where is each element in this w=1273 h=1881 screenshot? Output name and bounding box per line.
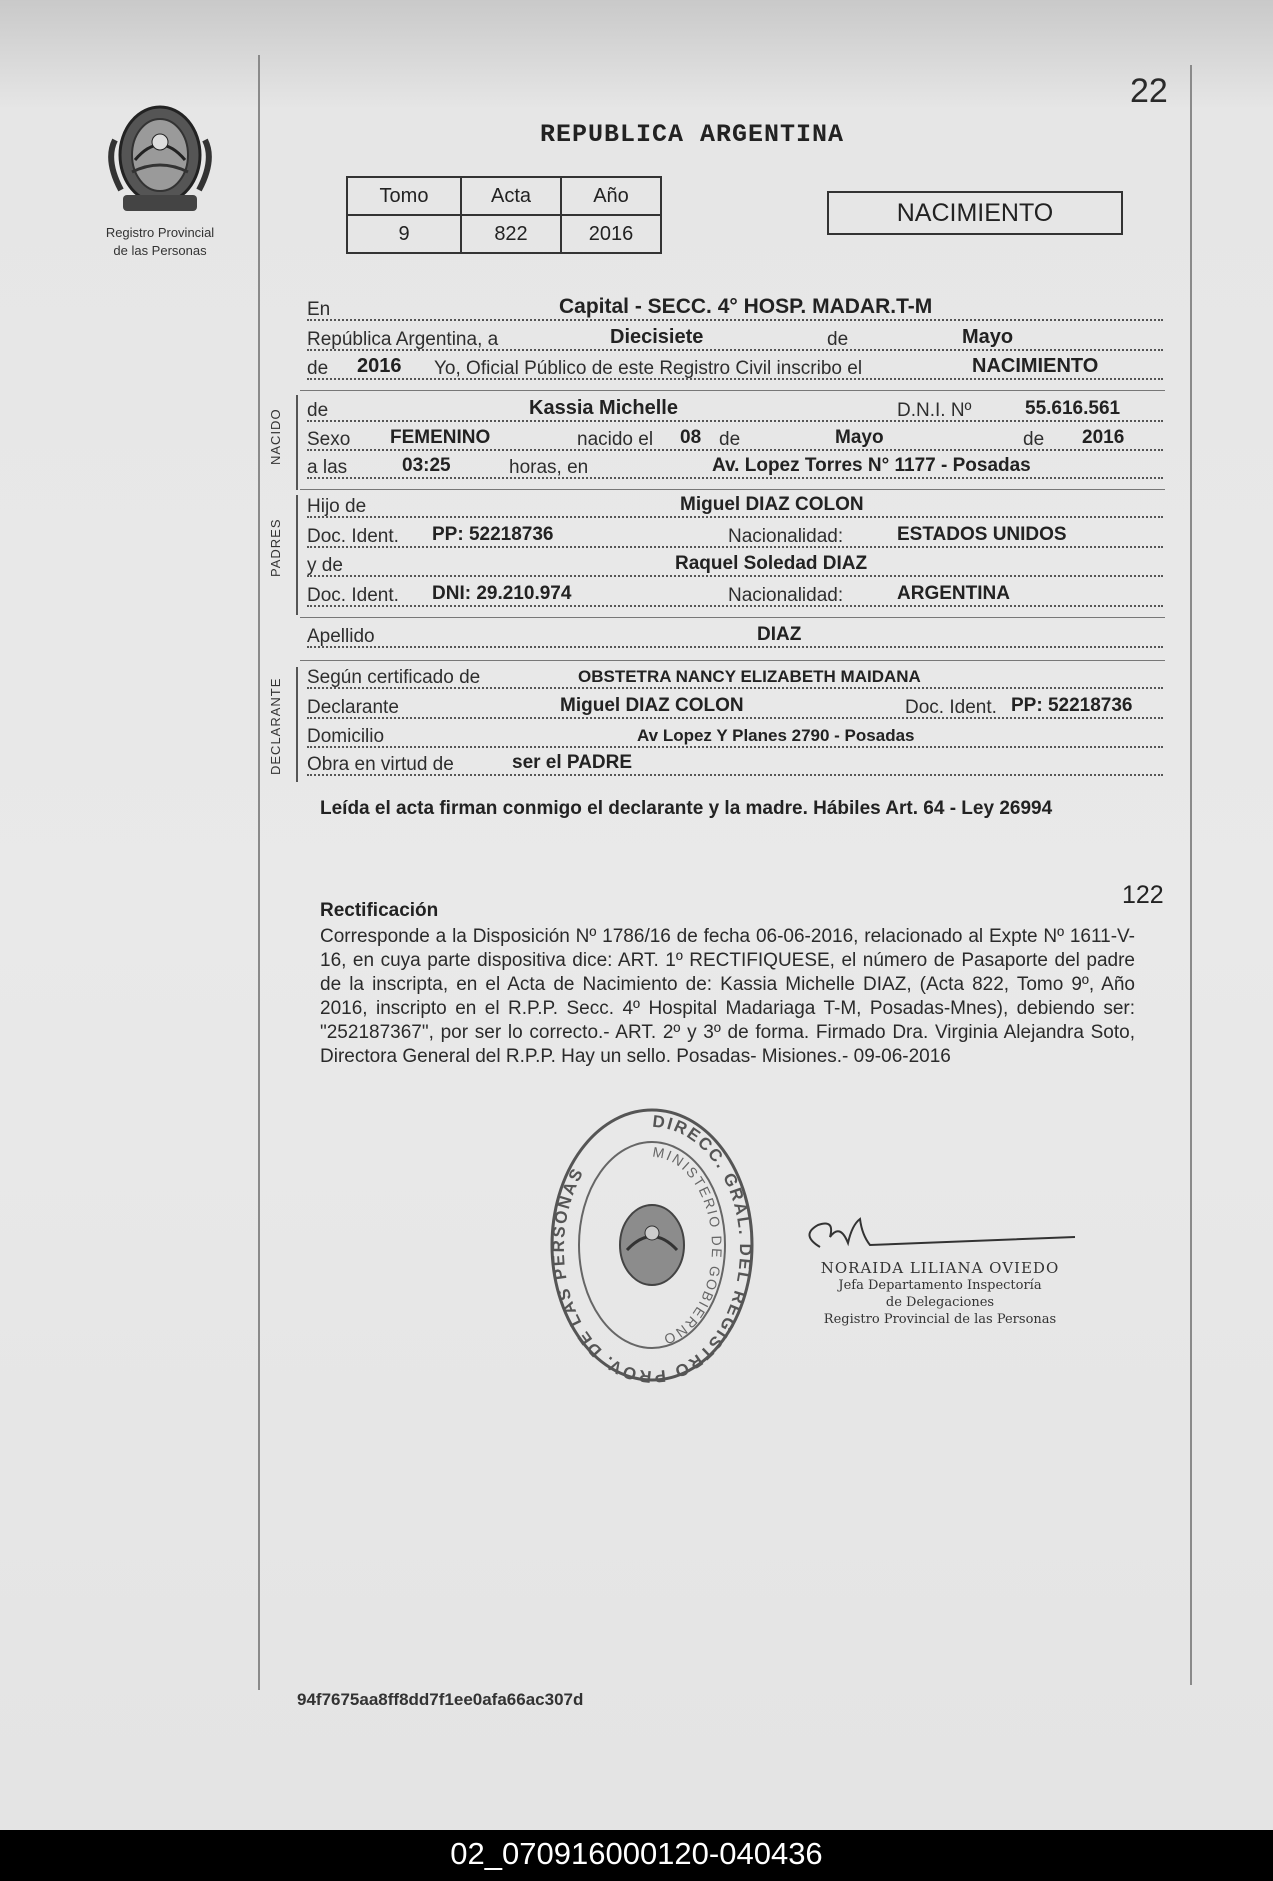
value-certificate: OBSTETRA NANCY ELIZABETH MAIDANA (578, 667, 921, 686)
value-child-name: Kassia Michelle (529, 397, 678, 419)
value-mother-name: Raquel Soledad DIAZ (675, 553, 868, 574)
value-father-name: Miguel DIAZ COLON (680, 494, 864, 515)
row-father (307, 494, 1163, 522)
logo-caption-line2: de las Personas (113, 243, 207, 258)
register-header-acta: Acta (461, 177, 561, 215)
label-sexo: Sexo (307, 429, 351, 450)
register-value-ano: 2016 (561, 215, 661, 253)
signatory-name: NORAIDA LILIANA OVIEDO (820, 1259, 1060, 1277)
label-certificado: Según certificado de (307, 667, 481, 688)
row-mother-doc (307, 583, 1163, 611)
value-father-doc: PP: 52218736 (432, 524, 554, 545)
label-dni: D.N.I. Nº (897, 400, 972, 421)
row-father-doc (307, 524, 1163, 552)
handwritten-signature (790, 1215, 1090, 1255)
svg-text:MINISTERIO DE GOBIERNO: MINISTERIO DE GOBIERNO (651, 1143, 726, 1349)
label-y-de: y de (307, 555, 343, 576)
row-address (307, 724, 1163, 752)
value-time: 03:25 (402, 455, 451, 476)
value-place: Capital - SECC. 4° HOSP. MADAR.T-M (559, 295, 933, 318)
row-certificate (307, 665, 1163, 693)
label-nacionalidad-father: Nacionalidad: (728, 526, 844, 547)
label-domicilio: Domicilio (307, 726, 385, 747)
register-header-tomo: Tomo (347, 177, 461, 215)
left-margin-line (258, 55, 260, 1690)
label-doc-father: Doc. Ident. (307, 526, 399, 547)
row-declarant (307, 695, 1163, 723)
value-act-type: NACIMIENTO (972, 355, 1099, 377)
label-apellido: Apellido (307, 626, 375, 647)
record-type-box: NACIMIENTO (827, 191, 1123, 235)
svg-text:DIRECC. GRAL. DEL REGISTRO PRO: DIRECC. GRAL. DEL REGISTRO PROV. DE LAS PERSONAS (548, 1111, 756, 1385)
label-de2: de (307, 358, 329, 379)
section-divider (300, 390, 1165, 391)
row-name (307, 398, 1163, 426)
rectification-body: Corresponde a la Disposición Nº 1786/16 de fecha 06-06-2016, relacionado al Expte Nº 1611-V-16, en cuya parte dispositiva dice: ART. 1º RECTIFIQUESE, el número de Pasaporte del padre de la inscripta, en el Acta de Nacimiento de: Kassia Michelle DIAZ, (Acta 822, Tomo 9º, Año 2016, inscripto en el R.P.P. Secc. 4º Hospital Madariaga T-M, Posadas-Mnes), debiendo ser: "252187367", por ser lo correcto.- ART. 2º y 3º de forma. Firmado Dra. Virginia Alejandra Soto, Directora General del R.P.P. Hay un sello. Posadas- Misiones.- 09-06-2016 (320, 926, 1135, 1067)
rectification-number: 122 (1122, 881, 1164, 909)
signatory-role: Jefa Departamento Inspectoría (838, 1278, 1042, 1293)
label-de-year: de (1023, 429, 1045, 450)
value-birth-year: 2016 (1082, 427, 1125, 448)
label-obra: Obra en virtud de (307, 754, 454, 775)
footer-id: 02_070916000120-040436 (450, 1836, 823, 1871)
register-value-acta: 822 (461, 215, 561, 253)
signature-block (790, 1215, 1090, 1328)
logo-caption-line1: Registro Provincial (105, 225, 215, 240)
officer-text: Yo, Oficial Público de este Registro Civil inscribo el (434, 358, 863, 379)
row-date (307, 327, 1163, 355)
row-mother (307, 553, 1163, 581)
row-year (307, 356, 1163, 384)
register-value-tomo: 9 (347, 215, 461, 253)
label-horas: horas, en (509, 457, 589, 478)
row-capacity (307, 752, 1163, 780)
value-birth-day: 08 (680, 427, 702, 448)
label-nacionalidad-mother: Nacionalidad: (728, 585, 844, 606)
country-title: REPUBLICA ARGENTINA (540, 120, 845, 149)
label-hijo-de: Hijo de (307, 496, 367, 517)
side-label-declarante: DECLARANTE (268, 677, 283, 775)
value-birth-month: Mayo (835, 427, 884, 448)
register-table (346, 176, 662, 254)
value-sexo: FEMENINO (390, 427, 491, 448)
side-label-nacido: NACIDO (268, 408, 283, 465)
row-sex-birth (307, 427, 1163, 455)
row-apellido (307, 624, 1163, 652)
value-birth-place: Av. Lopez Torres N° 1177 - Posadas (712, 455, 1031, 476)
signatory-org: Registro Provincial de las Personas (823, 1312, 1057, 1327)
closing-note: Leída el acta firman conmigo el declarante y la madre. Hábiles Art. 64 - Ley 26994 (320, 798, 1053, 819)
right-margin-line (1190, 65, 1192, 1685)
value-month: Mayo (962, 326, 1014, 348)
row-place (307, 297, 1163, 325)
province-logo (95, 100, 225, 259)
label-declarante: Declarante (307, 697, 399, 718)
label-republica: República Argentina, a (307, 329, 499, 350)
register-header-ano: Año (561, 177, 661, 215)
label-nacido-el: nacido el (577, 429, 654, 450)
label-doc-declarant: Doc. Ident. (905, 697, 997, 718)
label-doc-mother: Doc. Ident. (307, 585, 399, 606)
value-address: Av Lopez Y Planes 2790 - Posadas (637, 726, 915, 745)
value-mother-doc: DNI: 29.210.974 (432, 583, 572, 604)
label-en: En (307, 299, 331, 320)
value-father-nationality: ESTADOS UNIDOS (897, 524, 1067, 545)
label-de-name: de (307, 400, 329, 421)
label-a-las: a las (307, 457, 348, 478)
sheet-number: 22 (1130, 72, 1168, 110)
footer-bar (0, 1830, 1273, 1881)
label-de: de (827, 329, 849, 350)
value-mother-nationality: ARGENTINA (897, 583, 1010, 604)
value-day-words: Diecisiete (610, 326, 704, 348)
document-hash: 94f7675aa8ff8dd7f1ee0afa66ac307d (297, 1690, 584, 1709)
value-apellido: DIAZ (757, 624, 802, 645)
label-de-month: de (719, 429, 741, 450)
value-dni: 55.616.561 (1025, 398, 1121, 419)
side-label-padres: PADRES (268, 518, 283, 577)
value-year: 2016 (357, 355, 402, 377)
misiones-coat-of-arms-icon (105, 100, 215, 218)
rectification-title: Rectificación (320, 900, 439, 921)
row-time-place (307, 455, 1163, 483)
signatory-dept: de Delegaciones (885, 1295, 995, 1310)
official-seal-icon (545, 1105, 760, 1385)
value-declarant: Miguel DIAZ COLON (560, 695, 744, 716)
value-declarant-doc: PP: 52218736 (1011, 695, 1133, 716)
value-capacity: ser el PADRE (512, 752, 633, 773)
